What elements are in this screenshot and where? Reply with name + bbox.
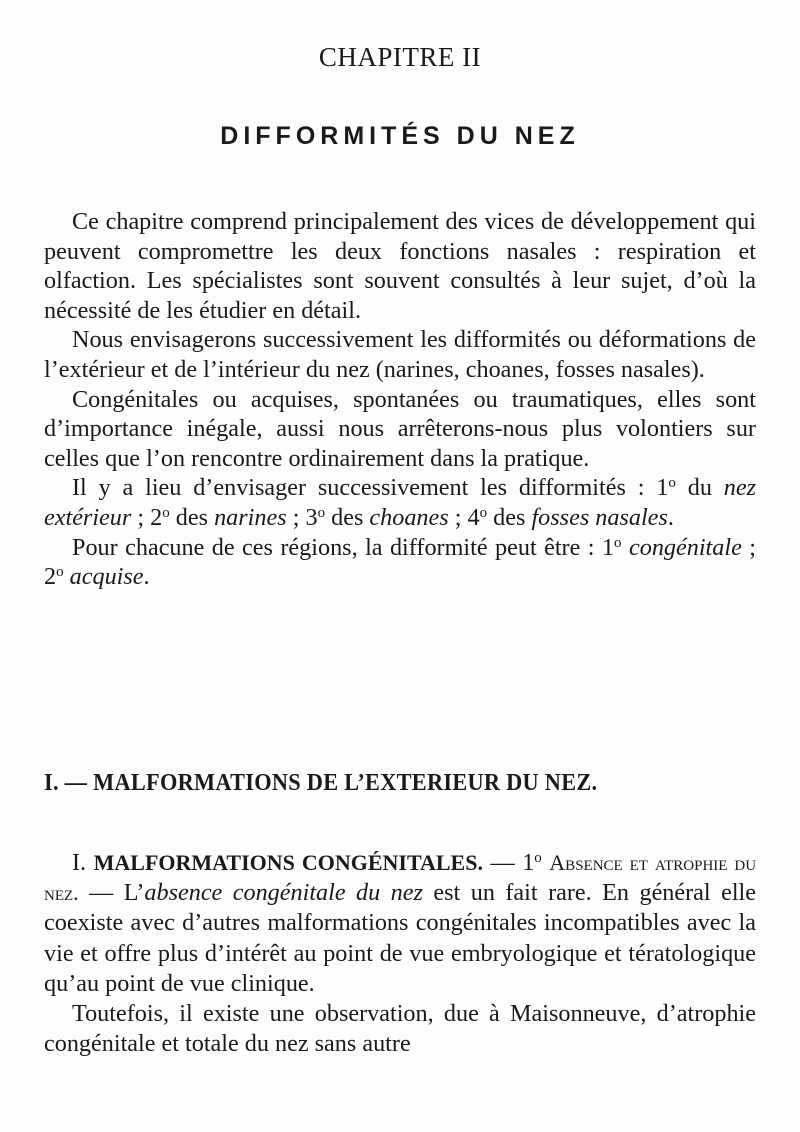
p4-ordinal-3: 3 [305, 503, 318, 531]
section-paragraph-2: Toutefois, il existe une observation, due à Maisonneuve, d’atrophie congénitale et totale du nez sans autre [44, 1000, 756, 1058]
intro-paragraph-1: Ce chapitre comprend principalement des vices de développement qui peuvent compromettre les deux fonctions nasales : respiration et olfaction. Les spécialistes sont souvent consultés à leur sujet, d’où la nécessité de les étudier en détail. [44, 208, 756, 324]
p4-ordinal-2: 2 [150, 503, 163, 531]
p5-ordinal-1: 1 [601, 533, 615, 561]
p4-italic-3: choanes [369, 503, 449, 531]
p4-ordinal-4: 4 [467, 503, 480, 531]
intro-paragraph-5: Pour chacune de ces régions, la difformité peut être : 1$^o$ congénitale ; 2$^o$ acquise. [44, 533, 756, 591]
intro-paragraph-2: Nous envisagerons successivement les difformités ou déformations de l’extérieur et de l’intérieur du nez (narines, choanes, fosses nasales). [44, 326, 756, 383]
p5-italic-1: congénitale [628, 533, 742, 561]
p4-lead: Il y a lieu d’envisager successivement les difformités : [72, 474, 645, 502]
p5-lead: Pour chacune de ces régions, la difformité peut être : [72, 533, 595, 561]
section-text [44, 848, 756, 1059]
section-heading: I. — MALFORMATIONS DE L’EXTERIEUR DU NEZ. [44, 770, 598, 796]
subsection-title: MALFORMATIONS CONGÉNITALES. [93, 850, 483, 875]
italic-phrase: absence congénitale du nez [144, 879, 423, 907]
intro-paragraph-4: Il y a lieu d’envisager successivement les difformités : 1$^o$ du nez extérieur ; 2$^o$ des narines ; 3$^o$ des choanes ; 4$^o$ des fosses nasales. [44, 474, 757, 531]
p4-italic-4: fosses nasales [531, 503, 668, 531]
p5-italic-2: acquise [69, 563, 144, 591]
section-paragraph-1: I. MALFORMATIONS CONGÉNITALES. — 1$^o$ Absence et atrophie du nez. — L’absence congénitale du nez est un fait rare. En général elle coexiste avec d’autres malformations congénitales incompatibles avec la vie et offre plus d’intérêt au point de vue embryologique et tératologique qu’au point de vue clinique. [44, 849, 757, 997]
subsection-number: I. [72, 849, 87, 876]
item-number: 1 [522, 849, 535, 876]
p4-italic-1: nez extérieur [44, 474, 757, 531]
chapter-title: DIFFORMITÉS DU NEZ [220, 122, 580, 150]
p5-ordinal-2: 2 [44, 563, 57, 591]
chapter-label: CHAPITRE II [318, 42, 482, 72]
p4-ordinal-1: 1 [656, 474, 669, 502]
book-page [44, 0, 756, 1132]
intro-paragraph-3: Congénitales ou acquises, spontanées ou traumatiques, elles sont d’importance inégale, aussi nous arrêterons-nous plus volontiers sur celles que l’on rencontre ordinairement dans la pratique. [44, 385, 756, 472]
item-title: Absence et atrophie du nez. [44, 850, 757, 906]
section-paragraph-1-rest: est un fait rare. En général elle coexiste avec d’autres malformations congénitales incompatibles avec la vie et offre plus d’intérêt au point de vue embryologique et tératologique qu’au point de vue clinique. [44, 879, 757, 997]
p4-italic-2: narines [214, 503, 287, 531]
intro-text [44, 207, 756, 592]
